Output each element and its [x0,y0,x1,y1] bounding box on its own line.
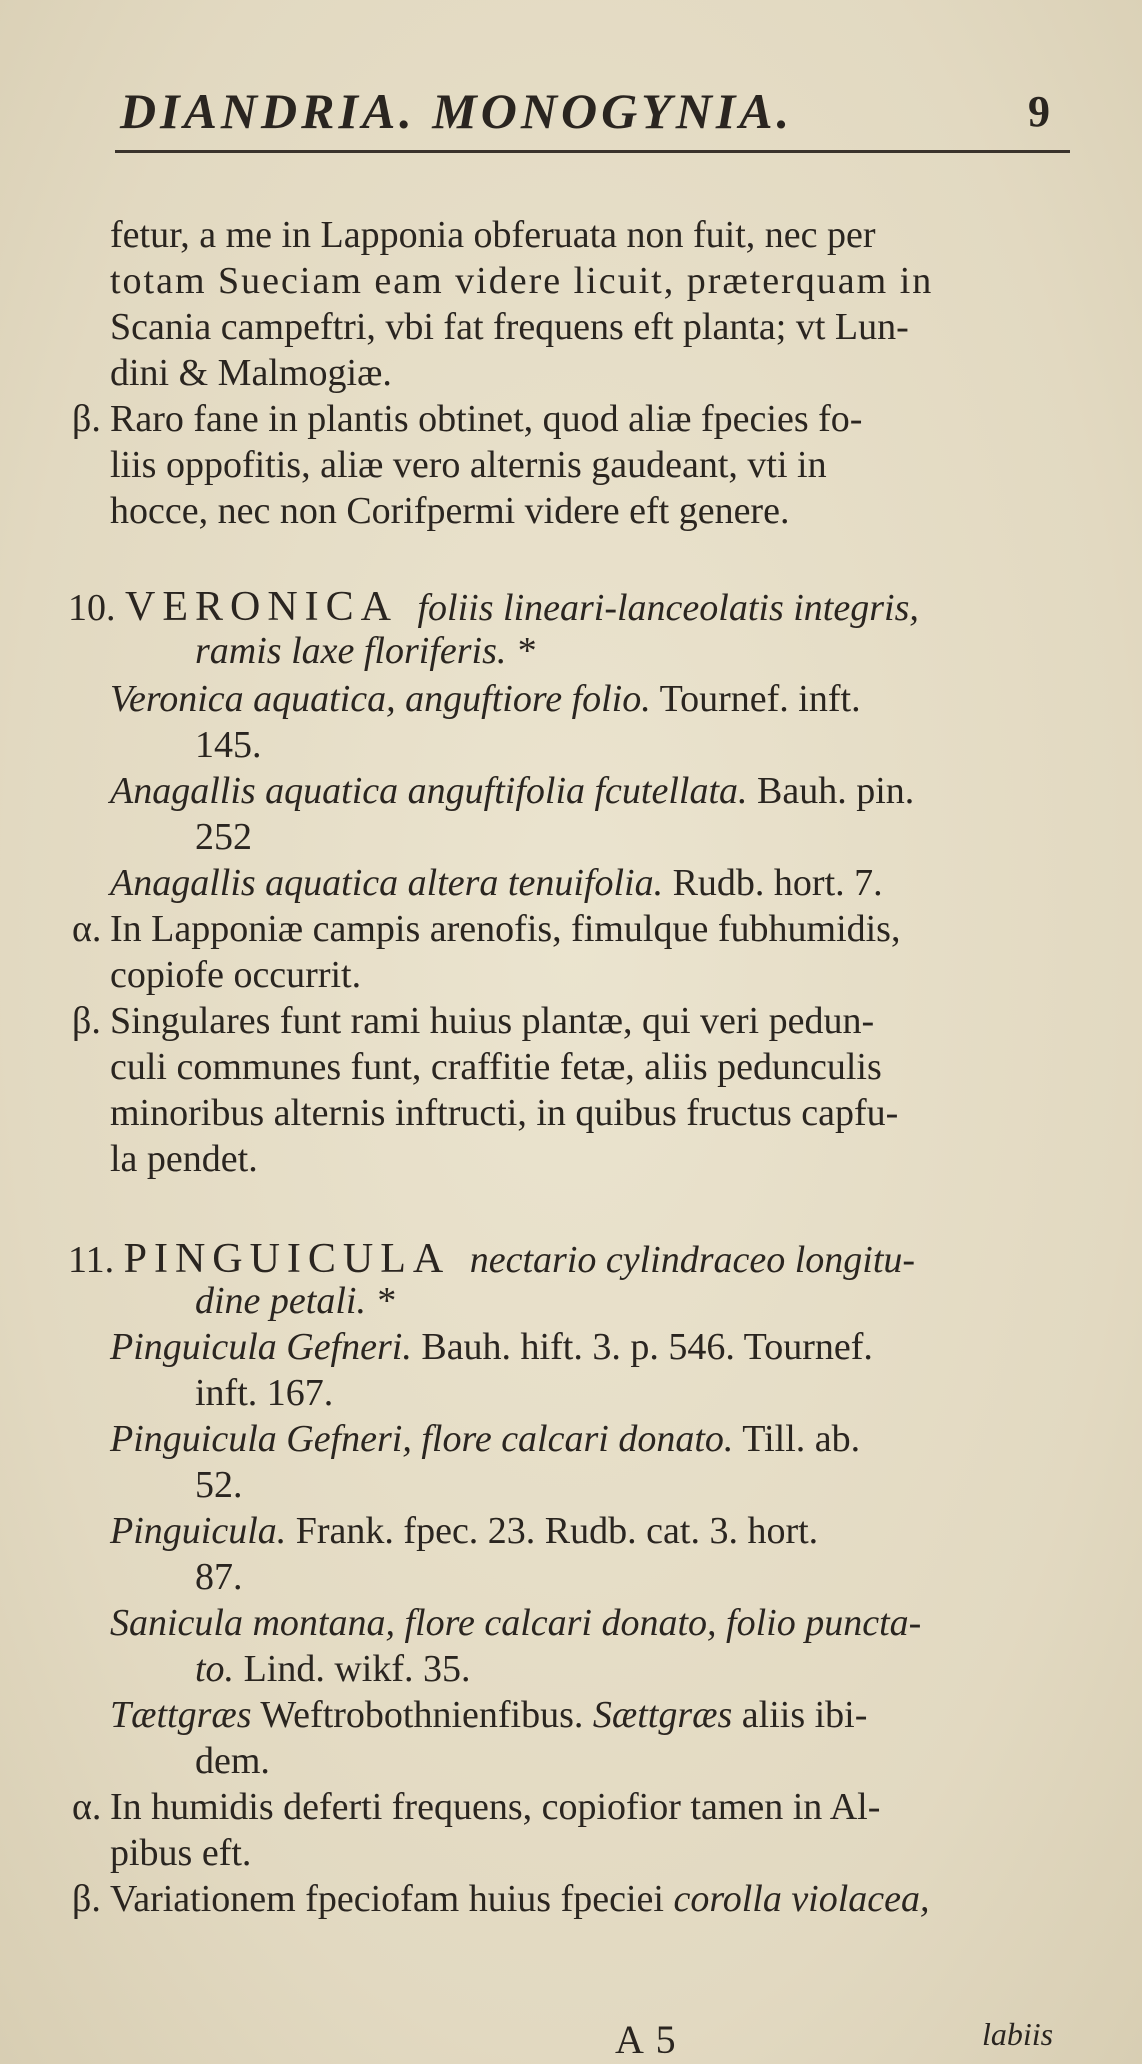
synonym-cont: 52. [195,1464,243,1506]
page-header [120,82,1050,142]
text-line: β. Raro fane in plantis obtinet, quod aliæ fpecies fo- [72,398,863,440]
text-line: pibus eft. [110,1832,252,1874]
species-number: 10. [68,587,116,629]
text-line: totam Sueciam eam videre licuit, præterquam in [110,260,934,302]
synonym-cont: 145. [195,724,262,766]
text-line: liis oppofitis, aliæ vero alternis gaudeant, vti in [110,444,827,486]
catchword: labiis [982,2016,1054,2052]
synonym: Veronica aquatica, anguftiore folio. Tournef. inft. [110,678,861,720]
species-number: 11. [68,1239,115,1281]
text-line: α. In humidis deferti frequens, copiofior tamen in Al- [72,1786,881,1828]
species-heading [68,1238,915,1280]
alpha-marker: α. [72,908,102,950]
text-line: Scania campeftri, vbi fat frequens eft planta; vt Lun- [110,306,909,348]
beta-marker: β. [72,398,101,440]
diagnosis: foliis lineari-lanceolatis integris, [417,587,919,629]
synonym-cont: 87. [195,1556,243,1598]
synonym: Sanicula montana, flore calcari donato, folio puncta- [110,1602,922,1644]
text-line: hocce, nec non Corifpermi videre eft genere. [110,490,790,532]
genus-name: PINGUICULA [123,1236,451,1282]
synonym: Pinguicula Gefneri, flore calcari donato. Till. ab. [110,1418,861,1460]
running-head: DIANDRIA. MONOGYNIA. [120,83,794,139]
text-line: copiofe occurrit. [110,954,362,996]
beta-marker: β. [72,1878,101,1920]
beta-marker: β. [72,1000,101,1042]
alpha-marker: α. [72,1786,102,1828]
text-line: minoribus alternis inftructi, in quibus fructus capfu- [110,1092,899,1134]
synonym: Pinguicula. Frank. fpec. 23. Rudb. cat. 3. hort. [110,1510,819,1552]
synonym: Tættgræs Weftrobothnienfibus. Sættgræs aliis ibi- [110,1694,868,1736]
text-line: α. In Lapponiæ campis arenofis, fimulque fubhumidis, [72,908,901,950]
genus-name: VERONICA [125,584,398,630]
synonym: Pinguicula Gefneri. Bauh. hift. 3. p. 546. Tournef. [110,1326,873,1368]
species-heading [68,586,919,628]
synonym-cont: to. Lind. wikf. 35. [195,1648,471,1690]
text-line: fetur, a me in Lapponia obferuata non fuit, nec per [110,214,876,256]
text-line: β. Variationem fpeciofam huius fpeciei corolla violacea, [72,1878,930,1920]
synonym: Anagallis aquatica anguftifolia fcutellata. Bauh. pin. [110,770,915,812]
text-line: dini & Malmogiæ. [110,352,392,394]
page-number: 9 [1028,87,1050,136]
signature-mark: A 5 [615,2017,678,2062]
synonym-cont: inft. 167. [195,1372,334,1414]
text-line: culi communes funt, craffitie fetæ, aliis pedunculis [110,1046,882,1088]
header-rule [115,150,1070,153]
synonym-cont: dem. [195,1740,270,1782]
diagnosis-cont: ramis laxe floriferis. * [195,630,535,672]
diagnosis-cont: dine petali. * [195,1280,395,1322]
synonym: Anagallis aquatica altera tenuifolia. Rudb. hort. 7. [110,862,883,904]
synonym-cont: 252 [195,816,252,858]
diagnosis: nectario cylindraceo longitu- [469,1239,916,1281]
text-line: β. Singulares funt rami huius plantæ, qui veri pedun- [72,1000,875,1042]
text-line: la pendet. [110,1138,258,1180]
